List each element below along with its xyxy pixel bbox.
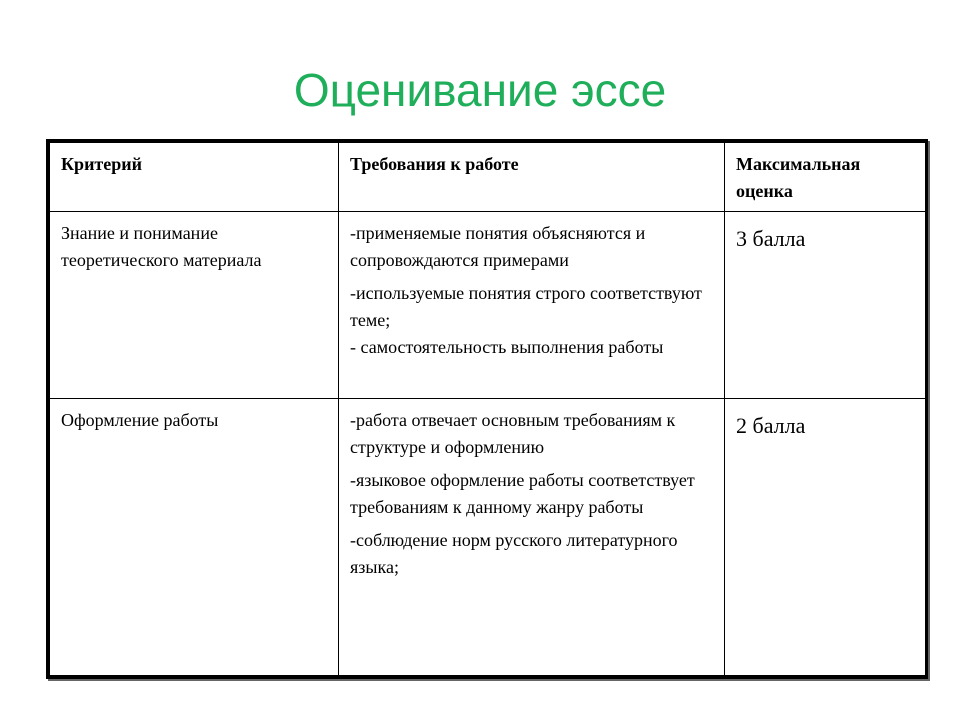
requirement-item: -используемые понятия строго соответствуют теме; <box>350 283 702 330</box>
page-title: Оценивание эссе <box>293 64 667 116</box>
table-header-row <box>50 143 926 212</box>
score-cell <box>725 399 926 676</box>
max-score-value: 3 балла <box>736 226 806 251</box>
header-max-score: Максимальная оценка <box>725 143 926 212</box>
requirements-cell <box>339 399 725 676</box>
score-cell <box>725 212 926 399</box>
criteria-table <box>49 142 926 676</box>
max-score-value: 2 балла <box>736 413 806 438</box>
criterion-cell: Оформление работы <box>50 399 339 676</box>
criterion-cell: Знание и понимание теоретического материала <box>50 212 339 399</box>
header-requirements: Требования к работе <box>339 143 725 212</box>
requirement-item: -работа отвечает основным требованиям к структуре и оформлению <box>350 410 676 457</box>
table-row <box>50 212 926 399</box>
requirement-item: -применяемые понятия объясняются и сопровождаются примерами <box>350 223 646 270</box>
header-criterion: Критерий <box>50 143 339 212</box>
table-row <box>50 399 926 676</box>
criteria-table-frame <box>46 139 928 679</box>
requirements-cell <box>339 212 725 399</box>
requirement-item: -соблюдение норм русского литературного языка; <box>350 530 678 577</box>
requirement-item: - самостоятельность выполнения работы <box>350 337 664 357</box>
requirement-item: -языковое оформление работы соответствует требованиям к данному жанру работы <box>350 470 695 517</box>
